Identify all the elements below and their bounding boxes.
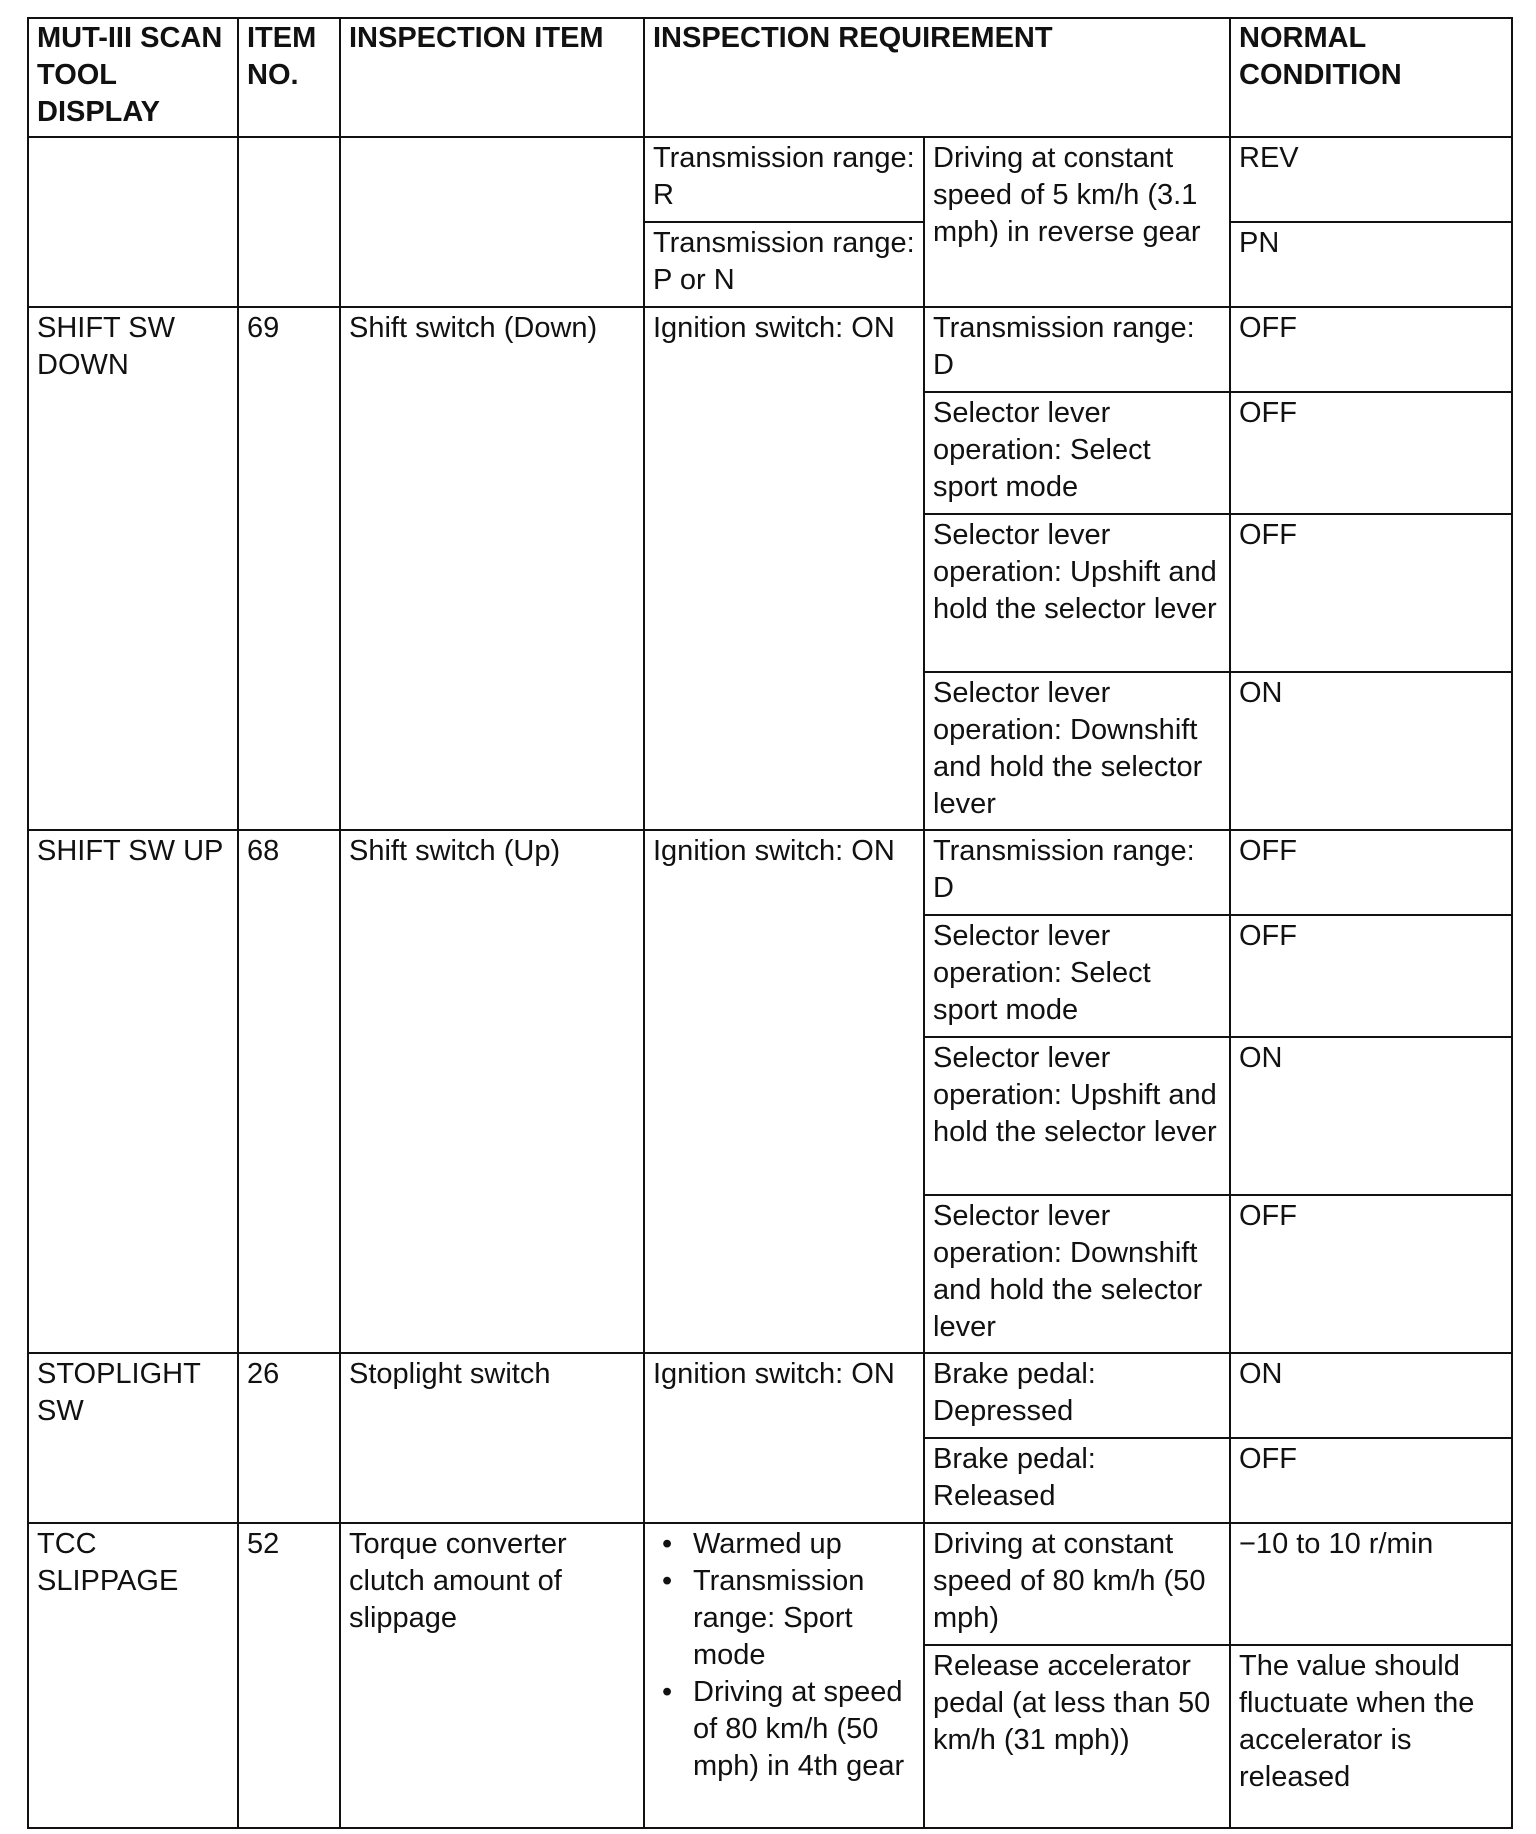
requirement-bullet-list <box>653 1526 915 1785</box>
header-normal-condition: NORMAL CONDITION <box>1230 18 1512 137</box>
list-item: • Transmission range: Sport mode <box>693 1563 915 1674</box>
table-row <box>28 830 1512 915</box>
cell-normal: OFF <box>1230 307 1512 392</box>
cell-requirement <box>644 1523 924 1828</box>
cell-requirement: Ignition switch: ON <box>644 1353 924 1523</box>
cell-display: STOPLIGHT SW <box>28 1353 238 1523</box>
cell-condition: Transmission range: D <box>924 307 1230 392</box>
table-row <box>28 307 1512 392</box>
cell-normal: OFF <box>1230 830 1512 915</box>
cell-normal: REV <box>1230 137 1512 222</box>
header-display: MUT-III SCAN TOOL DISPLAY <box>28 18 238 137</box>
cell-item-no: 52 <box>238 1523 340 1828</box>
cell-display: TCC SLIPPAGE <box>28 1523 238 1828</box>
header-row <box>28 18 1512 137</box>
table-row <box>28 1353 1512 1438</box>
header-item-no: ITEM NO. <box>238 18 340 137</box>
cell-normal: −10 to 10 r/min <box>1230 1523 1512 1645</box>
cell-requirement: Ignition switch: ON <box>644 307 924 830</box>
cell-condition: Driving at constant speed of 5 km/h (3.1 mph) in reverse gear <box>924 137 1230 307</box>
table-row <box>28 1523 1512 1645</box>
cell-item-no-empty <box>238 137 340 307</box>
cell-normal: OFF <box>1230 514 1512 672</box>
cell-item: Shift switch (Down) <box>340 307 644 830</box>
cell-condition: Brake pedal: Released <box>924 1438 1230 1523</box>
cell-condition: Selector lever operation: Select sport mode <box>924 392 1230 514</box>
cell-normal: ON <box>1230 1353 1512 1438</box>
table-row <box>28 137 1512 222</box>
header-inspection-requirement: INSPECTION REQUIREMENT <box>644 18 1230 137</box>
cell-normal: ON <box>1230 1037 1512 1195</box>
list-item: • Warmed up <box>693 1526 915 1563</box>
cell-condition: Selector lever operation: Downshift and hold the selector lever <box>924 672 1230 830</box>
cell-requirement: Ignition switch: ON <box>644 830 924 1353</box>
cell-condition: Selector lever operation: Downshift and hold the selector lever <box>924 1195 1230 1353</box>
cell-display: SHIFT SW DOWN <box>28 307 238 830</box>
cell-normal: OFF <box>1230 1438 1512 1523</box>
cell-item-no: 69 <box>238 307 340 830</box>
cell-normal: PN <box>1230 222 1512 307</box>
cell-item: Shift switch (Up) <box>340 830 644 1353</box>
cell-normal: ON <box>1230 672 1512 830</box>
cell-condition: Selector lever operation: Select sport mode <box>924 915 1230 1037</box>
cell-item-empty <box>340 137 644 307</box>
cell-condition: Selector lever operation: Upshift and hold the selector lever <box>924 514 1230 672</box>
cell-condition: Driving at constant speed of 80 km/h (50 mph) <box>924 1523 1230 1645</box>
cell-item-no: 26 <box>238 1353 340 1523</box>
cell-condition: Release accelerator pedal (at less than 50 km/h (31 mph)) <box>924 1645 1230 1828</box>
cell-condition: Selector lever operation: Upshift and hold the selector lever <box>924 1037 1230 1195</box>
list-item: • Driving at speed of 80 km/h (50 mph) in 4th gear <box>693 1674 915 1785</box>
cell-normal: OFF <box>1230 915 1512 1037</box>
cell-item: Stoplight switch <box>340 1353 644 1523</box>
cell-display-empty <box>28 137 238 307</box>
header-inspection-item: INSPECTION ITEM <box>340 18 644 137</box>
document-page <box>27 17 1511 1829</box>
cell-normal: OFF <box>1230 392 1512 514</box>
cell-requirement: Transmission range: P or N <box>644 222 924 307</box>
cell-condition: Brake pedal: Depressed <box>924 1353 1230 1438</box>
cell-requirement: Transmission range: R <box>644 137 924 222</box>
cell-normal: OFF <box>1230 1195 1512 1353</box>
cell-item: Torque converter clutch amount of slippage <box>340 1523 644 1828</box>
cell-item-no: 68 <box>238 830 340 1353</box>
cell-display: SHIFT SW UP <box>28 830 238 1353</box>
cell-condition: Transmission range: D <box>924 830 1230 915</box>
cell-normal: The value should fluctuate when the accelerator is released <box>1230 1645 1512 1828</box>
inspection-table <box>27 17 1513 1829</box>
